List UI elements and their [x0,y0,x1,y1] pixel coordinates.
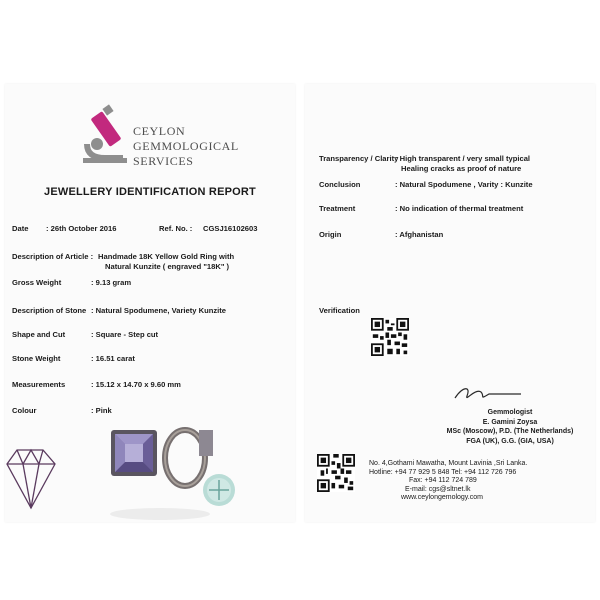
company-address-block [369,460,527,503]
gross-weight-value: : 9.13 gram [91,278,132,287]
article-label: Description of Article : [12,252,94,261]
stone-weight-value: : 16.51 carat [91,354,135,363]
gemmologist-title: Gemmologist [487,409,533,416]
gemmologist-quals-line2: FGA (UK), G.G. (GIA, USA) [466,437,554,445]
gemmologist-name: E. Gamini Zoysa [482,418,538,426]
date-value: : 26th October 2016 [46,224,117,233]
transparency-value-line2: Healing cracks as proof of nature [401,164,522,173]
report-left-page [5,84,295,522]
colour-value: : Pink [91,406,112,415]
gem-inspection-photo-icon [201,472,237,508]
kunzite-ring-photo-icon [109,428,159,478]
article-value-line1: Handmade 18K Yellow Gold Ring with [98,252,235,261]
gemmologist-quals-line1: MSc (Moscow), P.D. (The Netherlands) [446,428,574,435]
company-name-line1: CEYLON [133,124,186,138]
verification-qr-code-icon[interactable] [371,318,409,356]
company-name-line2: GEMMOLOGICAL [133,139,239,153]
stone-description-label: Description of Stone [12,306,87,315]
report-title: JEWELLERY IDENTIFICATION REPORT [44,186,256,198]
address-line: No. 4,Gothami Mawatha, Mount Lavinia ,Sri Lanka. [369,460,528,467]
microscope-logo-icon [77,104,137,164]
colour-label: Colour [12,406,37,415]
transparency-label: Transparency / Clarity [319,154,399,163]
website-link[interactable]: www.ceylongemology.com [401,494,483,502]
gemmologist-block [425,408,595,446]
diamond-outline-icon [5,442,57,512]
measurements-value: : 15.12 x 14.70 x 9.60 mm [91,380,181,389]
shape-cut-label: Shape and Cut [12,330,66,339]
fax-line: Fax: +94 112 724 789 [409,477,477,485]
stone-weight-label: Stone Weight [12,354,61,363]
contact-qr-code-icon[interactable] [317,454,355,492]
email-line[interactable]: E-mail: cgs@sltnet.lk [405,485,471,493]
transparency-value-line1: : High transparent / very small typical [395,154,531,163]
verification-label: Verification [319,306,360,315]
article-value-line2: Natural Kunzite ( engraved "18K" ) [105,262,230,271]
shape-cut-value: : Square - Step cut [91,330,159,339]
gross-weight-label: Gross Weight [12,278,62,287]
date-label: Date [12,224,29,233]
report-right-page [305,84,595,522]
ref-no-value: CGSJ16102603 [203,224,258,233]
conclusion-value: : Natural Spodumene , Varity : Kunzite [395,180,533,189]
measurements-label: Measurements [12,380,66,389]
ref-no-label: Ref. No. : [159,224,193,233]
treatment-value: : No indication of thermal treatment [395,204,524,213]
conclusion-label: Conclusion [319,180,361,189]
company-name-line3: SERVICES [133,154,194,168]
treatment-label: Treatment [319,204,356,213]
phone-line: Hotline: +94 77 929 5 848 Tel: +94 112 726 796 [369,468,517,476]
company-name [133,124,239,169]
gemmologist-signature-icon [451,382,525,404]
stone-description-value: : Natural Spodumene, Variety Kunzite [91,306,227,315]
origin-label: Origin [319,230,342,239]
origin-value: : Afghanistan [395,230,444,239]
